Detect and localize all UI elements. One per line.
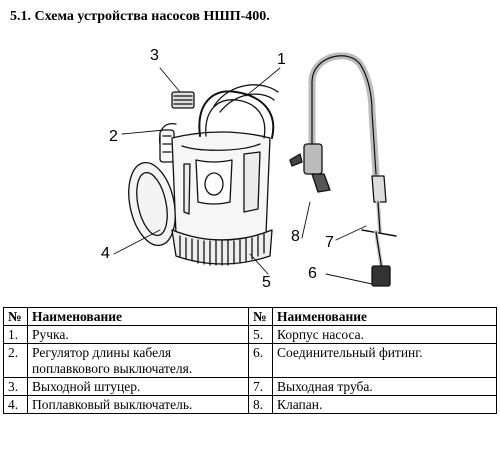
row-number: 3. — [4, 378, 28, 396]
row-number: 1. — [4, 326, 28, 344]
row-name: Регулятор длины кабеля поплавкового выключателя. — [28, 344, 249, 378]
row-number: 4. — [4, 396, 28, 414]
row-name: Поплавковый выключатель. — [28, 396, 249, 414]
row-number: 2. — [4, 344, 28, 378]
pump-body — [172, 132, 270, 240]
pump-diagram — [0, 34, 500, 302]
row-number: 8. — [249, 396, 273, 414]
callout-3: 3 — [150, 47, 159, 64]
row-name: Клапан. — [273, 396, 497, 414]
valve — [290, 144, 330, 192]
callout-5: 5 — [262, 274, 271, 291]
parts-table — [3, 307, 497, 414]
callout-1: 1 — [277, 51, 286, 68]
row-number: 6. — [249, 344, 273, 378]
table-row — [4, 344, 497, 378]
callout-4: 4 — [101, 245, 110, 262]
callout-2: 2 — [109, 128, 118, 145]
row-number: 7. — [249, 378, 273, 396]
header-name-1: Наименование — [28, 308, 249, 326]
table-row — [4, 378, 497, 396]
table-row — [4, 396, 497, 414]
callout-6: 6 — [308, 265, 317, 282]
header-name-2: Наименование — [273, 308, 497, 326]
section-title: 5.1. Схема устройства насосов НШП-400. — [10, 9, 270, 24]
pump-illustration — [0, 34, 500, 302]
row-name: Корпус насоса. — [273, 326, 497, 344]
header-number-1: № — [4, 308, 28, 326]
table-header-row — [4, 308, 497, 326]
pump-handle — [199, 85, 278, 138]
row-name: Выходной штуцер. — [28, 378, 249, 396]
row-name: Выходная труба. — [273, 378, 497, 396]
header-number-2: № — [249, 308, 273, 326]
callout-8: 8 — [291, 228, 300, 245]
outlet-spout — [172, 92, 194, 108]
row-name: Соединительный фитинг. — [273, 344, 497, 378]
connection-fitting — [372, 266, 390, 286]
table-row — [4, 326, 497, 344]
callout-7: 7 — [325, 234, 334, 251]
row-number: 5. — [249, 326, 273, 344]
row-name: Ручка. — [28, 326, 249, 344]
